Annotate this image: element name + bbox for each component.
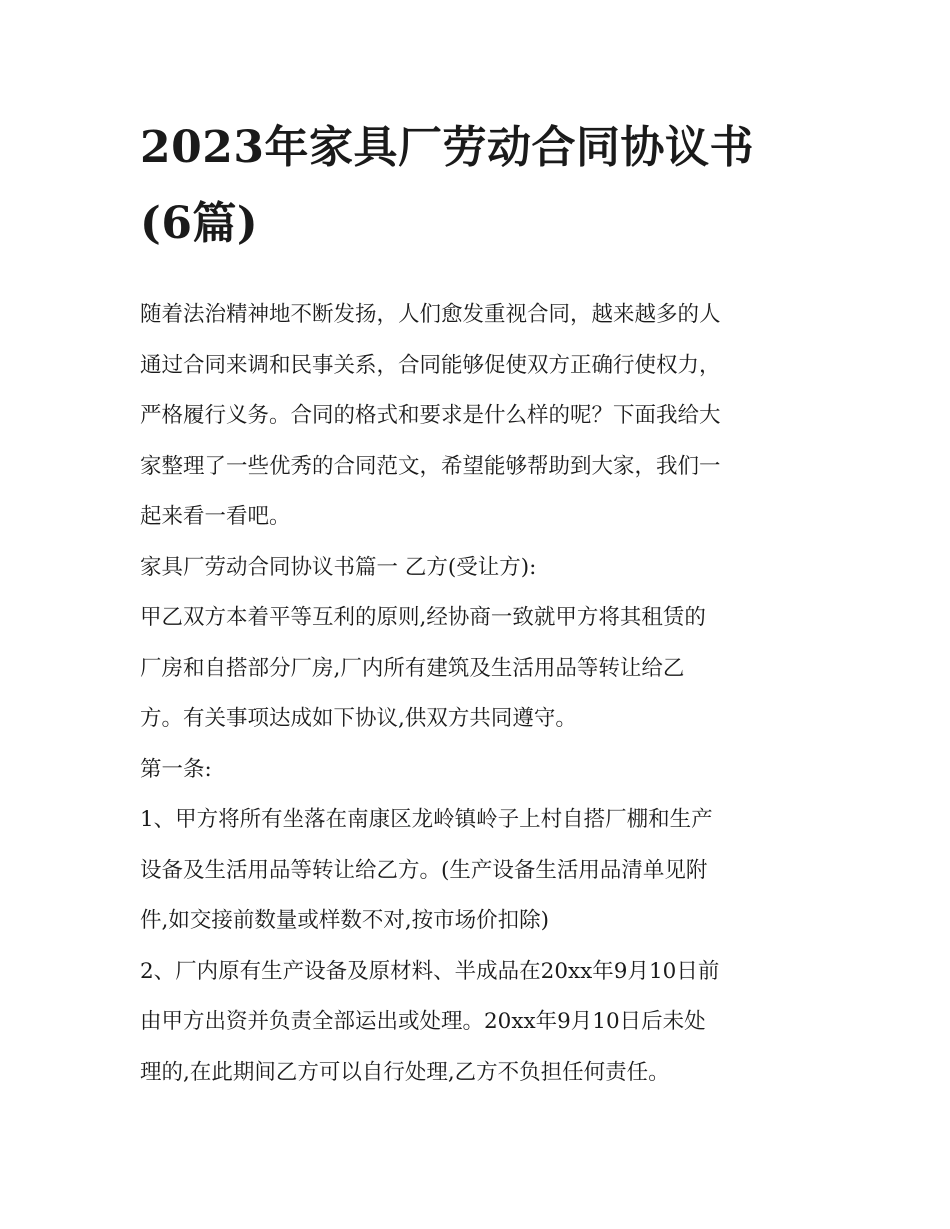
text-line: 起来看一看吧。 (140, 504, 291, 529)
text-line: 理的,在此期间乙方可以自行处理,乙方不负担任何责任。 (140, 1059, 670, 1085)
section-heading (140, 543, 820, 594)
text-line: 厂房和自搭部分厂房,厂内所有建筑及生活用品等转让给乙 (140, 655, 685, 681)
text-line: 家具厂劳动合同协议书篇一 乙方(受让方): (140, 554, 537, 580)
text-line: 2、厂内原有生产设备及原材料、半成品在20xx年9月10日前 (140, 958, 720, 984)
document-page (140, 110, 820, 1098)
title-line: 2023年家具厂劳动合同协议书 (140, 122, 754, 173)
clause-2 (140, 947, 820, 1099)
text-line: 第一条: (140, 756, 212, 782)
text-line: 甲乙双方本着平等互利的原则,经协商一致就甲方将其租赁的 (140, 605, 706, 630)
text-line: 由甲方出资并负责全部运出或处理。20xx年9月10日后未处 (140, 1009, 706, 1034)
text-line: 家整理了一些优秀的合同范文，希望能够帮助到大家，我们一 (140, 453, 721, 479)
text-line: 1、甲方将所有坐落在南康区龙岭镇岭子上村自搭厂棚和生产 (140, 807, 713, 832)
clause-1 (140, 795, 820, 947)
text-line: 方。有关事项达成如下协议,供双方共同遵守。 (140, 706, 577, 731)
document-title (140, 110, 820, 262)
text-line: 通过合同来调和民事关系，合同能够促使双方正确行使权力， (140, 352, 721, 378)
agreement-paragraph (140, 593, 820, 745)
text-line: 设备及生活用品等转让给乙方。(生产设备生活用品清单见附 (140, 857, 708, 883)
text-line: 随着法治精神地不断发扬，人们愈发重视合同，越来越多的人 (140, 302, 721, 327)
text-line: 严格履行义务。合同的格式和要求是什么样的呢？下面我给大 (140, 403, 721, 428)
text-line: 件,如交接前数量或样数不对,按市场价扣除) (140, 908, 550, 933)
title-line: (6篇) (140, 198, 259, 249)
document-body (140, 290, 820, 1098)
intro-paragraph (140, 290, 820, 543)
article-heading (140, 745, 820, 796)
